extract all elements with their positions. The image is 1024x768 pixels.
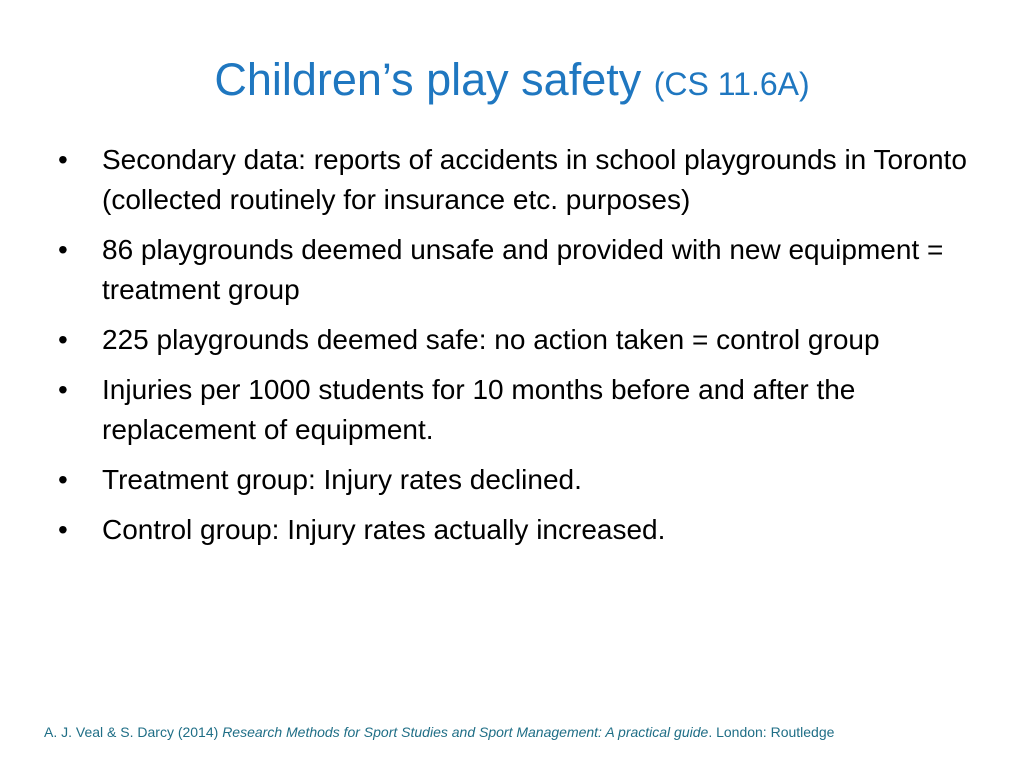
bullet-text: Secondary data: reports of accidents in school playgrounds in Toronto (collected routinely for insurance etc. purposes) <box>102 144 967 215</box>
bullet-icon: • <box>58 234 68 265</box>
bullet-icon: • <box>58 514 68 545</box>
bullet-item <box>58 230 978 310</box>
bullet-icon: • <box>58 374 68 405</box>
citation <box>44 722 1004 742</box>
bullet-item <box>58 370 978 450</box>
citation-publisher: . London: Routledge <box>708 724 835 740</box>
bullet-icon: • <box>58 144 68 175</box>
bullet-text: 225 playgrounds deemed safe: no action taken = control group <box>102 324 880 355</box>
bullet-icon: • <box>58 464 68 495</box>
citation-authors: A. J. Veal & S. Darcy (2014) <box>44 724 223 740</box>
bullet-item <box>58 510 978 550</box>
bullet-icon: • <box>58 324 68 355</box>
bullet-item <box>58 140 978 220</box>
bullet-list <box>58 140 978 560</box>
bullet-item <box>58 460 978 500</box>
bullet-item <box>58 320 978 360</box>
bullet-text: 86 playgrounds deemed unsafe and provided with new equipment = treatment group <box>102 234 944 305</box>
slide-title <box>0 52 1024 112</box>
bullet-text: Control group: Injury rates actually increased. <box>102 514 666 545</box>
bullet-text: Treatment group: Injury rates declined. <box>102 464 582 495</box>
title-main: Children’s play safety <box>214 54 642 105</box>
bullet-text: Injuries per 1000 students for 10 months before and after the replacement of equipment. <box>102 374 856 445</box>
citation-work-title: Research Methods for Sport Studies and Sport Management: A practical guide <box>222 724 709 740</box>
title-case-code: (CS 11.6A) <box>653 66 810 102</box>
